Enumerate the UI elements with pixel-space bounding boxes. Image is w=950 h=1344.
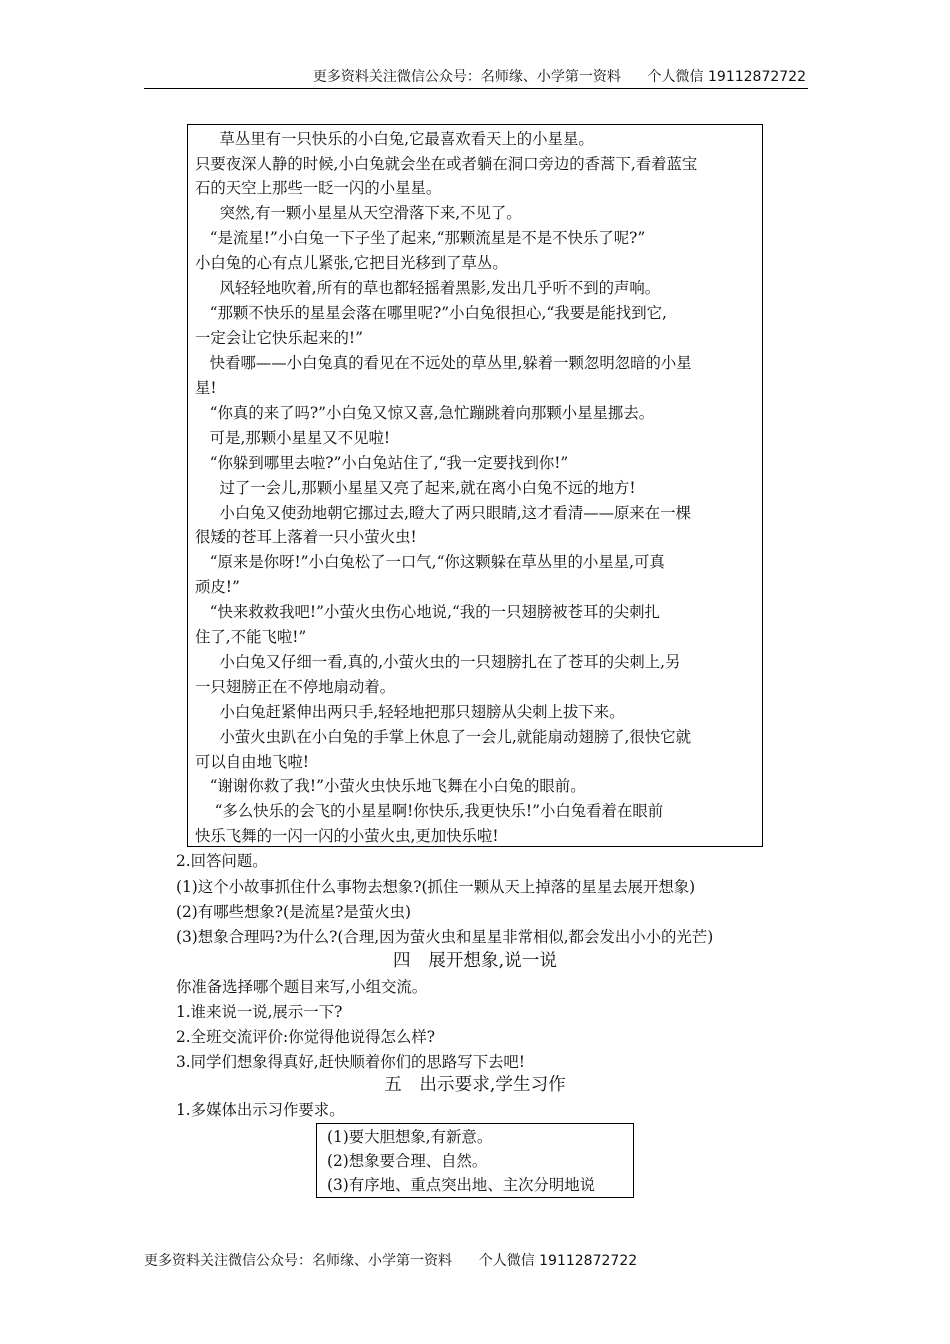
story-line: 小萤火虫趴在小白兔的手掌上休息了一会儿,就能扇动翅膀了,很快它就 [195, 728, 691, 746]
story-line: 过了一会儿,那颗小星星又亮了起来,就在离小白兔不远的地方! [195, 479, 636, 497]
requirement-3: (3)有序地、重点突出地、主次分明地说 [327, 1176, 596, 1194]
story-line: 快看哪——小白兔真的看见在不远处的草丛里,躲着一颗忽明忽暗的小星 [195, 354, 692, 372]
story-line: 小白兔的心有点儿紧张,它把目光移到了草丛。 [195, 254, 508, 272]
story-line: 只要夜深人静的时候,小白兔就会坐在或者躺在洞口旁边的香蒿下,看着蓝宝 [195, 155, 698, 173]
section-4-intro: 你准备选择哪个题目来写,小组交流。 [176, 978, 428, 996]
section-4-item-1: 1.谁来说一说,展示一下? [176, 1003, 343, 1021]
story-line: 草丛里有一只快乐的小白兔,它最喜欢看天上的小星星。 [195, 130, 594, 148]
story-line: 突然,有一颗小星星从天空滑落下来,不见了。 [195, 204, 522, 222]
section-4-item-2: 2.全班交流评价:你觉得他说得怎么样? [176, 1028, 435, 1046]
story-line: “你真的来了吗?”小白兔又惊又喜,急忙蹦跳着向那颗小星星挪去。 [195, 404, 655, 422]
story-line: “是流星!”小白兔一下子坐了起来,“那颗流星是不是不快乐了呢?” [195, 229, 646, 247]
story-line: “谢谢你救了我!”小萤火虫快乐地飞舞在小白兔的眼前。 [195, 777, 586, 795]
section-5-intro: 1.多媒体出示习作要求。 [176, 1101, 345, 1119]
question-1: (1)这个小故事抓住什么事物去想象?(抓住一颗从天上掉落的星星去展开想象) [176, 878, 696, 896]
story-line: “你躲到哪里去啦?”小白兔站住了,“我一定要找到你!” [195, 454, 569, 472]
story-line: 一定会让它快乐起来的!” [195, 329, 363, 347]
story-line: 一只翅膀正在不停地扇动着。 [195, 678, 396, 696]
story-line: “多么快乐的会飞的小星星啊!你快乐,我更快乐!”小白兔看着在眼前 [195, 802, 664, 820]
story-line: 住了,不能飞啦!” [195, 628, 307, 646]
header-rule [144, 88, 808, 89]
requirement-2: (2)想象要合理、自然。 [327, 1152, 488, 1170]
requirement-1: (1)要大胆想象,有新意。 [327, 1128, 493, 1146]
requirements-box [316, 1123, 634, 1198]
story-line: 小白兔又仔细一看,真的,小萤火虫的一只翅膀扎在了苍耳的尖刺上,另 [195, 653, 681, 671]
page-header: 更多资料关注微信公众号：名师缘、小学第一资料 个人微信 19112872722 [312, 69, 806, 85]
story-line: “快来救救我吧!”小萤火虫伤心地说,“我的一只翅膀被苍耳的尖刺扎 [195, 603, 660, 621]
story-line: 顽皮!” [195, 578, 240, 596]
story-line: 星! [195, 379, 217, 397]
story-line: 可是,那颗小星星又不见啦! [195, 429, 391, 447]
question-2: (2)有哪些想象?(是流星?是萤火虫) [176, 903, 412, 921]
story-line: 小白兔又使劲地朝它挪过去,瞪大了两只眼睛,这才看清——原来在一棵 [195, 504, 691, 522]
story-line: “那颗不快乐的星星会落在哪里呢?”小白兔很担心,“我要是能找到它, [195, 304, 667, 322]
story-line: 小白兔赶紧伸出两只手,轻轻地把那只翅膀从尖刺上拔下来。 [195, 703, 625, 721]
story-line: 快乐飞舞的一闪一闪的小萤火虫,更加快乐啦! [195, 827, 499, 845]
section-5-heading: 五 出示要求,学生习作 [384, 1075, 566, 1095]
questions-title: 2.回答问题。 [176, 852, 268, 870]
story-line: “原来是你呀!”小白兔松了一口气,“你这颗躲在草丛里的小星星,可真 [195, 553, 665, 571]
story-line: 石的天空上那些一眨一闪的小星星。 [195, 179, 442, 197]
section-4-heading: 四 展开想象,说一说 [393, 951, 557, 971]
page-footer: 更多资料关注微信公众号：名师缘、小学第一资料 个人微信 19112872722 [144, 1253, 638, 1269]
story-line: 可以自由地飞啦! [195, 753, 309, 771]
story-line: 风轻轻地吹着,所有的草也都轻摇着黑影,发出几乎听不到的声响。 [195, 279, 661, 297]
question-3: (3)想象合理吗?为什么?(合理,因为萤火虫和星星非常相似,都会发出小小的光芒) [176, 928, 714, 946]
section-4-item-3: 3.同学们想象得真好,赶快顺着你们的思路写下去吧! [176, 1053, 525, 1071]
story-line: 很矮的苍耳上落着一只小萤火虫! [195, 528, 417, 546]
